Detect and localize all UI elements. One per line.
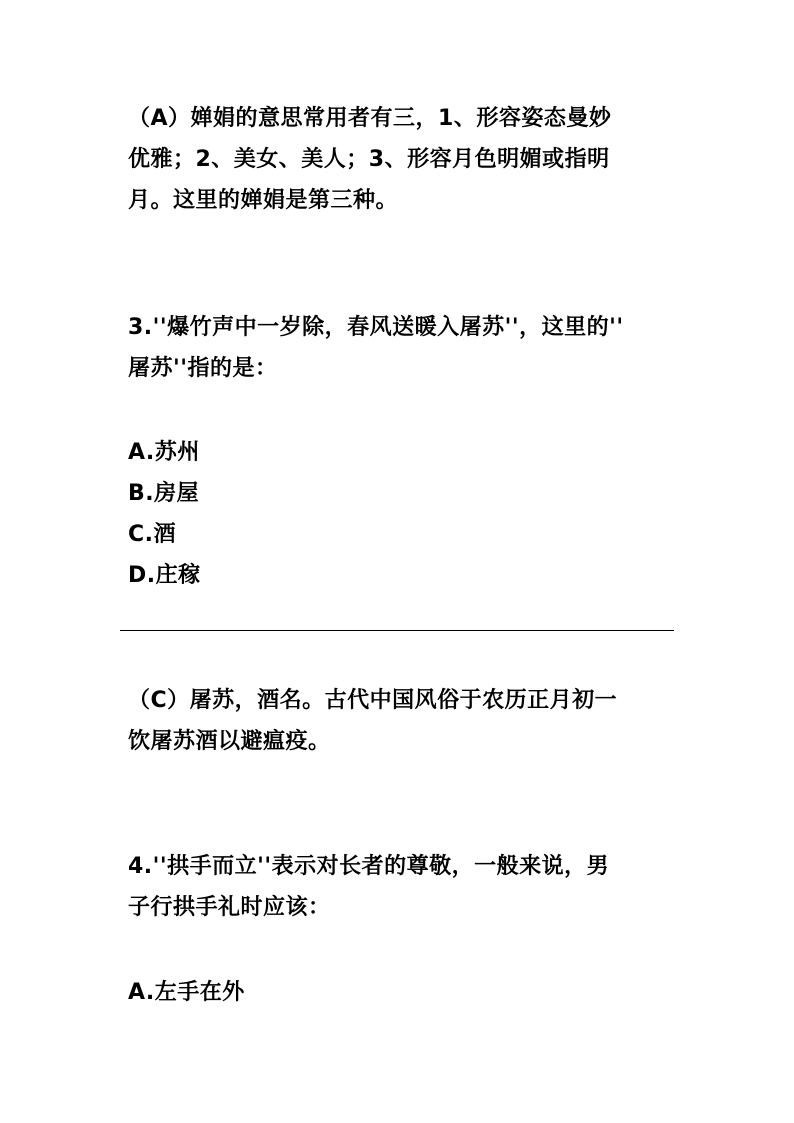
question-4-stem-line-2: 子行拱手礼时应该： bbox=[128, 895, 331, 920]
horizontal-divider bbox=[120, 630, 674, 631]
question-4-option-a: A.左手在外 bbox=[128, 980, 245, 1005]
question-3-stem-line-2: 屠苏''指的是： bbox=[128, 356, 278, 381]
answer-3-line-1: （C）屠苏，酒名。古代中国风俗于农历正月初一 bbox=[128, 688, 618, 713]
answer-3-line-2: 饮屠苏酒以避瘟疫。 bbox=[128, 729, 331, 754]
answer-2-line-2: 优雅；2、美女、美人；3、形容月色明媚或指明 bbox=[128, 147, 610, 172]
question-3-option-b: B.房屋 bbox=[128, 481, 200, 506]
question-3-option-d: D.庄稼 bbox=[128, 563, 201, 588]
question-3-option-a: A.苏州 bbox=[128, 440, 200, 465]
answer-2-line-3: 月。这里的婵娟是第三种。 bbox=[128, 188, 399, 213]
question-3-option-c: C.酒 bbox=[128, 522, 177, 547]
question-4-stem-line-1: 4.''拱手而立''表示对长者的尊敬，一般来说，男 bbox=[128, 854, 610, 879]
answer-2-line-1: （A）婵娟的意思常用者有三，1、形容姿态曼妙 bbox=[128, 106, 612, 131]
question-3-stem-line-1: 3.''爆竹声中一岁除，春风送暖入屠苏''，这里的'' bbox=[128, 315, 624, 340]
